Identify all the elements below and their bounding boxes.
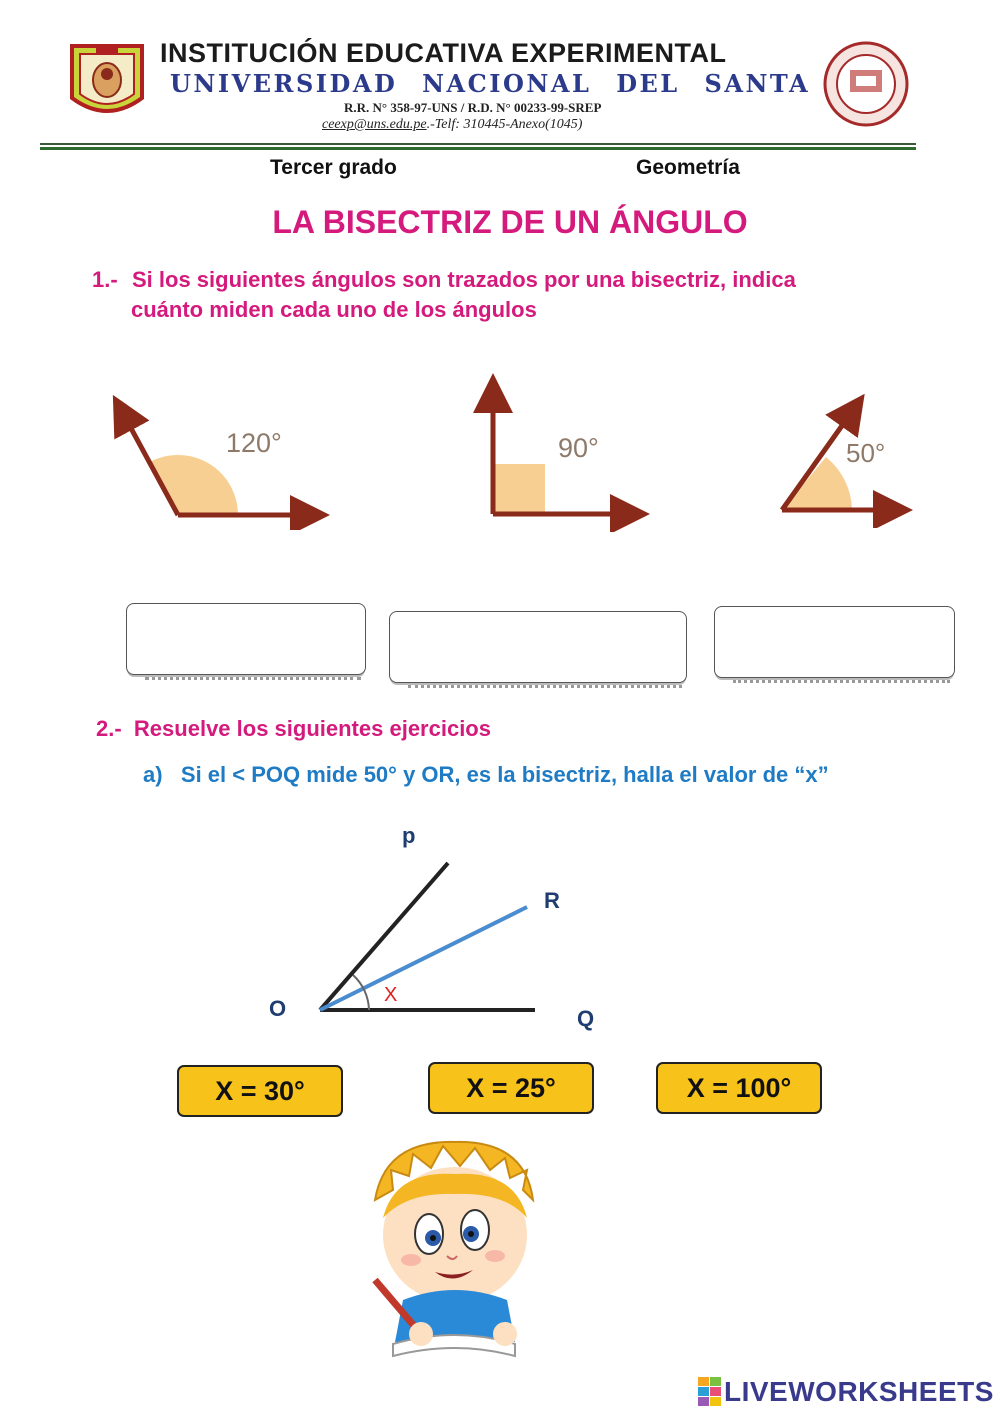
resolution-line: R.R. N° 358-97-UNS / R.D. N° 00233-99-SREP — [344, 100, 602, 115]
question-1 — [92, 265, 932, 325]
question-1-line1: Si los siguientes ángulos son trazados por una bisectriz, indica — [132, 267, 796, 292]
contact-email: ceexp@uns.edu.pe — [322, 117, 427, 132]
question-2a — [143, 762, 829, 788]
bisector-diagram — [260, 815, 620, 1035]
subject-label: Geometría — [636, 156, 740, 179]
angle-90-label: 90° — [558, 433, 599, 463]
question-2a-text: Si el < POQ mide 50° y OR, es la bisectriz, halla el valor de “x” — [180, 762, 829, 787]
question-2-number: 2.- — [96, 716, 122, 741]
angle-120-label: 120° — [226, 428, 282, 458]
label-x: X — [384, 984, 398, 1006]
question-1-line2: cuánto miden cada uno de los ángulos — [131, 297, 537, 322]
worksheet-title: LA BISECTRIZ DE UN ÁNGULO — [272, 204, 748, 240]
question-1-number: 1.- — [92, 267, 118, 292]
option-x-30[interactable]: X = 30° — [177, 1065, 343, 1117]
question-2-text: Resuelve los siguientes ejercicios — [133, 716, 491, 741]
grade-label: Tercer grado — [270, 156, 397, 179]
option-x-100[interactable]: X = 100° — [656, 1062, 822, 1114]
institution-name: INSTITUCIÓN EDUCATIVA EXPERIMENTAL — [160, 38, 727, 68]
label-p: p — [402, 823, 416, 848]
label-r: R — [544, 888, 560, 913]
contact-line — [322, 117, 582, 133]
header-divider — [40, 143, 916, 145]
option-x-25[interactable]: X = 25° — [428, 1062, 594, 1114]
school-crest-logo — [66, 40, 148, 124]
angle-50-figure — [770, 388, 920, 528]
question-2 — [96, 716, 491, 742]
university-seal-logo — [820, 40, 912, 128]
angle-50-label: 50° — [846, 438, 886, 468]
answer-box-3[interactable] — [714, 606, 955, 678]
contact-phone: .-Telf: 310445-Anexo(1045) — [426, 117, 583, 132]
boy-writing-illustration — [355, 1130, 555, 1360]
liveworksheets-logo-icon — [698, 1377, 722, 1407]
liveworksheets-brand — [698, 1376, 994, 1408]
header-divider-thick — [40, 147, 916, 150]
label-o: O — [269, 996, 287, 1021]
label-q: Q — [577, 1006, 595, 1031]
question-2a-letter: a) — [143, 762, 163, 787]
angle-90-figure — [460, 372, 660, 532]
university-name: UNIVERSIDAD NACIONAL DEL SANTA — [170, 69, 811, 98]
answer-box-2[interactable] — [389, 611, 687, 683]
answer-box-1[interactable] — [126, 603, 366, 675]
brand-text: LIVEWORKSHEETS — [724, 1376, 994, 1407]
angle-120-figure — [100, 390, 340, 530]
